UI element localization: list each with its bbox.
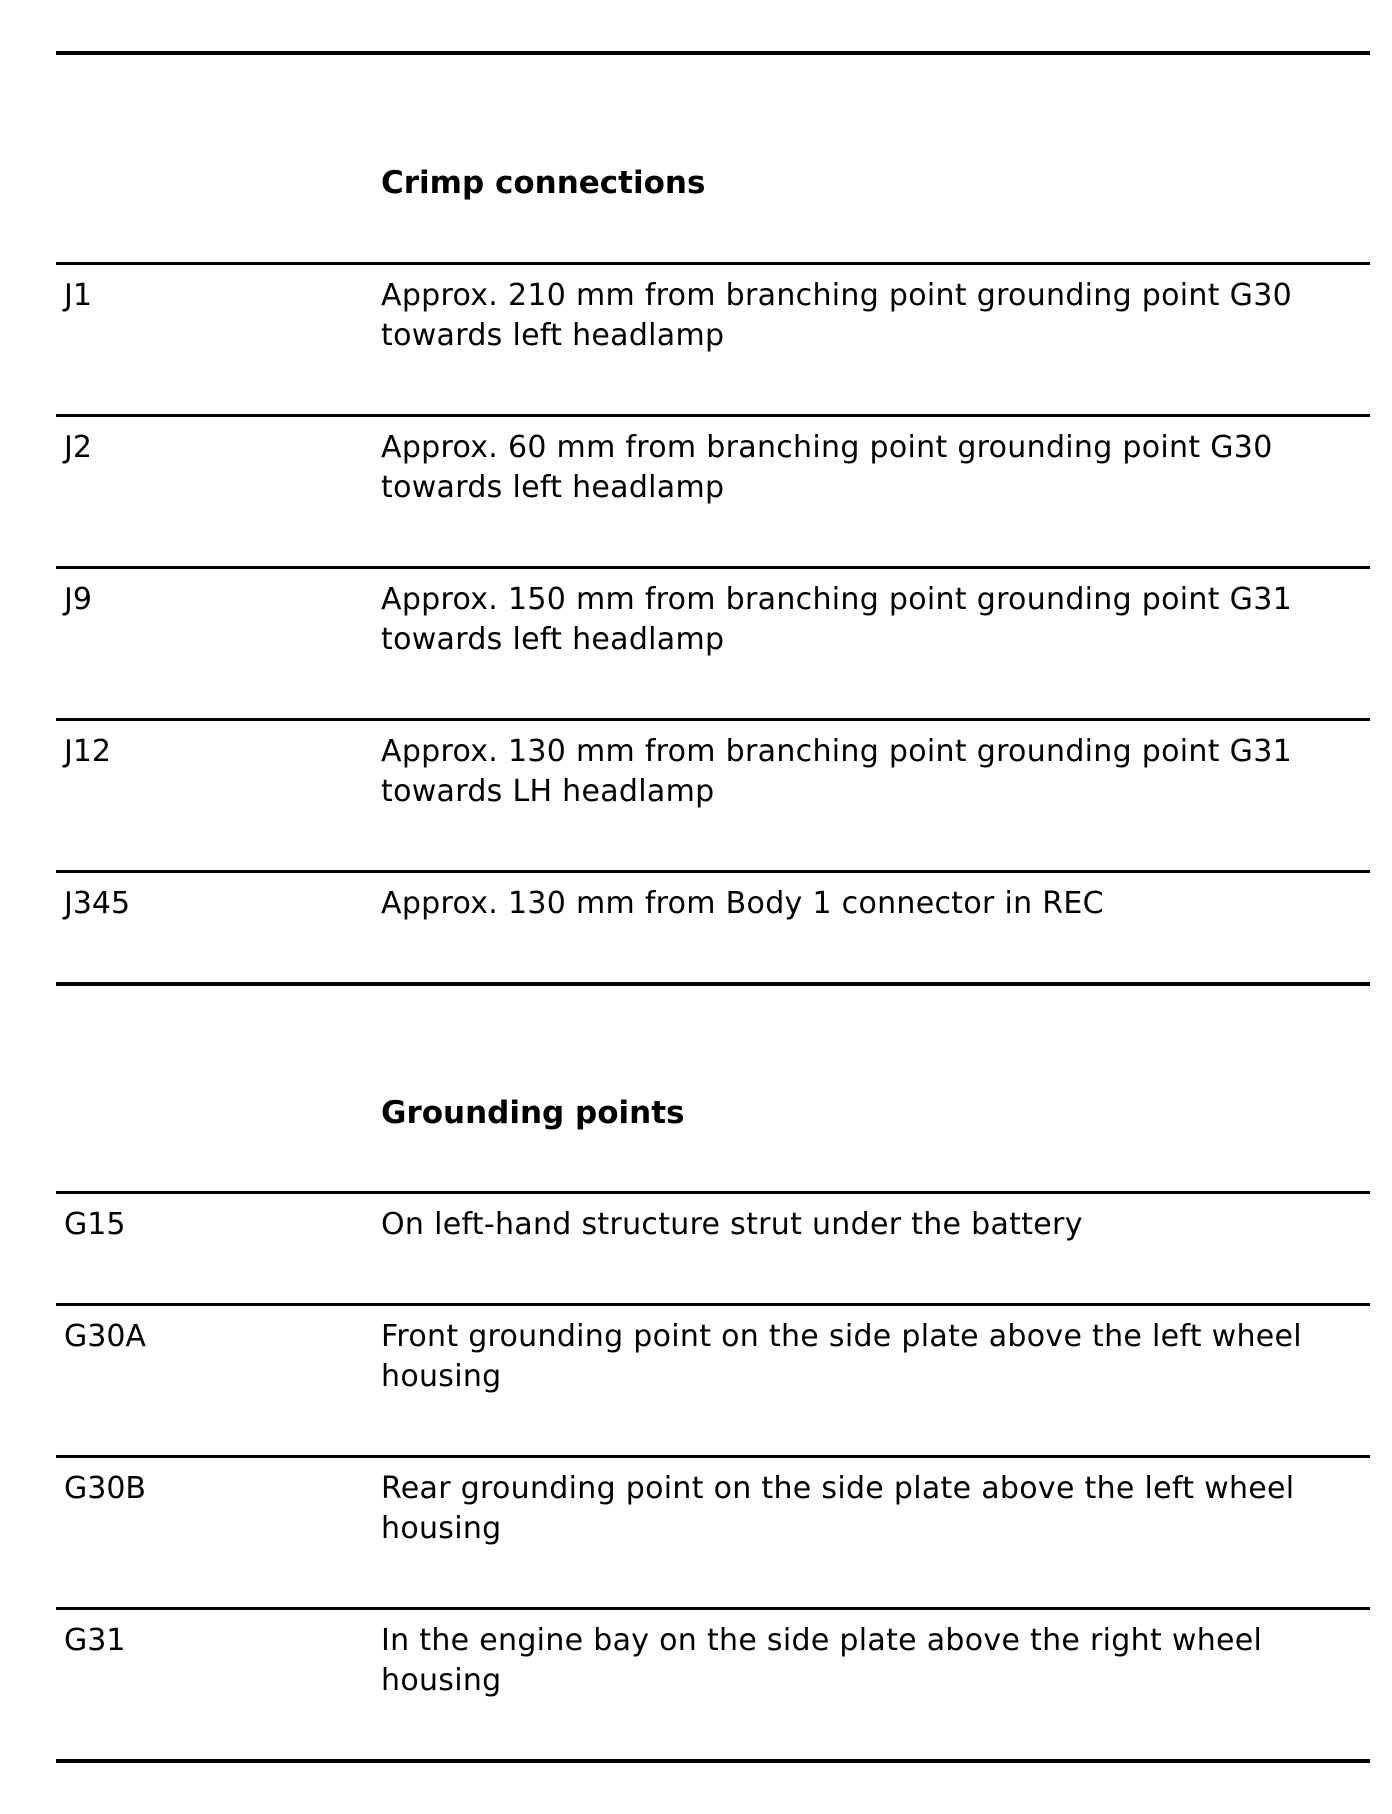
grounding-description: Front grounding point on the side plate above the left wheel housing xyxy=(381,1319,1302,1394)
table-rule xyxy=(56,1455,1370,1458)
table-rule xyxy=(56,262,1370,265)
table-rule xyxy=(56,414,1370,417)
grounding-description: Rear grounding point on the side plate above the left wheel housing xyxy=(381,1471,1295,1546)
crimp-description: Approx. 130 mm from branching point grounding point G31 towards LH headlamp xyxy=(381,734,1292,809)
crimp-description: Approx. 210 mm from branching point grounding point G30 towards left headlamp xyxy=(381,278,1292,353)
crimp-code: J9 xyxy=(64,582,92,617)
grounding-code: G31 xyxy=(64,1623,126,1658)
crimp-code: J12 xyxy=(64,734,112,769)
grounding-code: G15 xyxy=(64,1207,126,1242)
grounding-description: In the engine bay on the side plate above the right wheel housing xyxy=(381,1623,1263,1698)
table-rule xyxy=(56,1607,1370,1610)
crimp-description: Approx. 130 mm from Body 1 connector in REC xyxy=(381,886,1104,921)
table-rule xyxy=(56,1303,1370,1306)
section-heading-grounding-points: Grounding points xyxy=(381,1095,685,1131)
table-rule xyxy=(56,1191,1370,1194)
crimp-code: J1 xyxy=(64,278,92,313)
table-rule xyxy=(56,870,1370,873)
grounding-code: G30B xyxy=(64,1471,147,1506)
crimp-code: J2 xyxy=(64,430,92,465)
table-rule xyxy=(56,718,1370,721)
crimp-code: J345 xyxy=(64,886,131,921)
grounding-description: On left-hand structure strut under the battery xyxy=(381,1207,1083,1242)
crimp-description: Approx. 60 mm from branching point grounding point G30 towards left headlamp xyxy=(381,430,1273,505)
section-end-rule xyxy=(56,1759,1370,1763)
section-heading-crimp-connections: Crimp connections xyxy=(381,165,706,201)
grounding-code: G30A xyxy=(64,1319,146,1354)
top-rule xyxy=(56,51,1370,55)
crimp-description: Approx. 150 mm from branching point grounding point G31 towards left headlamp xyxy=(381,582,1292,657)
table-rule xyxy=(56,566,1370,569)
section-end-rule xyxy=(56,982,1370,986)
